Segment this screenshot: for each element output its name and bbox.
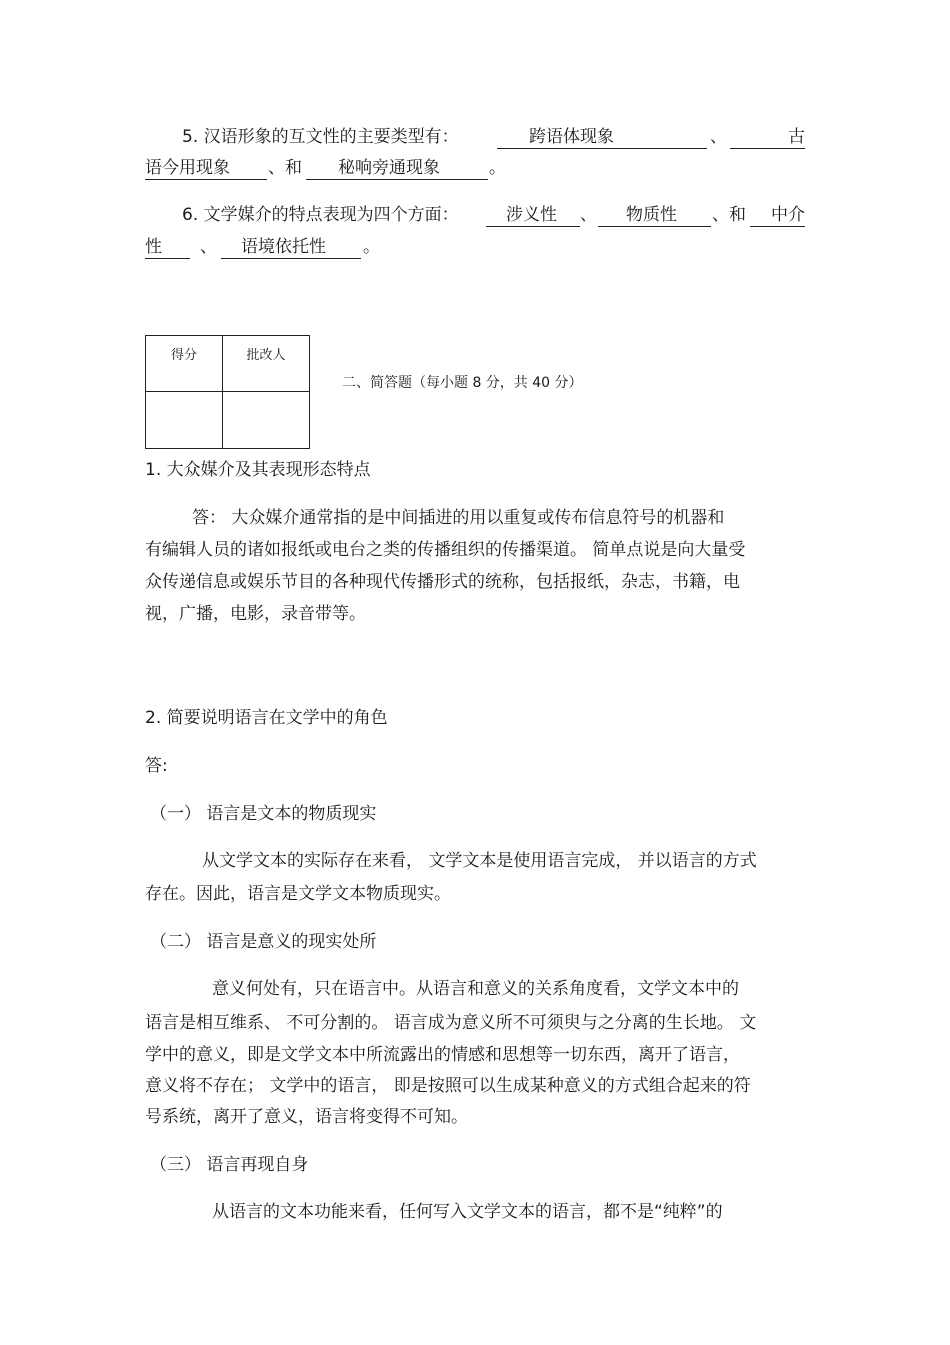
sq1-line-3: 众传递信息或娱乐节目的各种现代传播形式的统称，包括报纸，杂志，书籍，电 [145,572,740,592]
score-header: 得分 [146,336,223,392]
q6-answer-3a [750,204,805,227]
q6-sep-3: 、 [200,237,217,257]
q5-prefix: 5. 汉语形象的互文性的主要类型有： [182,127,459,147]
grader-cell [223,392,310,449]
sq1-line-4: 视，广播，电影，录音带等。 [145,604,366,624]
sq2-p2-line-5: 号系统，离开了意义，语言将变得不可知。 [145,1107,468,1127]
sq1-line-2: 有编辑人员的诸如报纸或电台之类的传播组织的传播渠道。 简单点说是向大量受 [145,540,746,560]
sq2-p1-line-1: 从文学文本的实际存在来看， 文学文本是使用语言完成， 并以语言的方式 [202,851,757,871]
sq2-p2-line-4: 意义将不存在； 文学中的语言， 即是按照可以生成某种意义的方式组合起来的符 [145,1076,751,1096]
sq1-title: 1. 大众媒介及其表现形态特点 [145,460,371,480]
q5-end: 。 [489,158,506,178]
sq2-p2-line-2: 语言是相互维系、 不可分割的。 语言成为意义所不可须臾与之分离的生长地。 文 [145,1013,757,1033]
q5-answer-3-text: 秘响旁通现象 [338,158,440,178]
q5-answer-2a [730,126,805,149]
q5-answer-2b [145,157,267,180]
q5-answer-2b-text: 语今用现象 [145,158,230,178]
q6-answer-3b-text: 性 [145,237,162,257]
q6-answer-2-text: 物质性 [626,205,677,225]
q6-sep-2: 、和 [712,205,746,225]
q5-sep-2: 、和 [268,158,302,178]
q6-sep-1: 、 [580,205,597,225]
sq2-heading-3: （三） 语言再现自身 [150,1155,309,1175]
sq2-p3-line-1: 从语言的文本功能来看，任何写入文学文本的语言，都不是“纯粹”的 [212,1202,723,1222]
q6-end: 。 [363,237,380,257]
score-cell [146,392,223,449]
q6-answer-3b [145,236,190,259]
section2-title: 二、简答题（每小题 8 分，共 40 分） [342,375,583,391]
q6-answer-2 [598,204,711,227]
sq2-heading-2: （二） 语言是意义的现实处所 [150,932,377,952]
q5-answer-1 [497,126,707,149]
q5-answer-2a-text: 古 [788,127,805,147]
q6-answer-4-text: 语境依托性 [241,237,326,257]
grader-header: 批改人 [223,336,310,392]
q6-answer-1-text: 涉义性 [506,205,557,225]
q6-answer-1 [486,204,580,227]
q6-answer-3a-text: 中介 [771,205,805,225]
q5-answer-3 [306,157,488,180]
sq1-line-1: 答： 大众媒介通常指的是中间插进的用以重复或传布信息符号的机器和 [192,508,725,528]
sq2-p1-line-2: 存在。因此，语言是文学文本物质现实。 [145,884,451,904]
sq2-answer-label: 答: [145,756,168,776]
sq2-p2-line-1: 意义何处有，只在语言中。从语言和意义的关系角度看，文学文本中的 [212,979,739,999]
sq2-p2-line-3: 学中的意义，即是文学文本中所流露出的情感和思想等一切东西，离开了语言， [145,1045,740,1065]
q5-answer-1-text: 跨语体现象 [529,127,614,147]
q5-sep-1: 、 [710,127,727,147]
sq2-heading-1: （一） 语言是文本的物质现实 [150,804,377,824]
score-table [145,335,310,449]
q6-prefix: 6. 文学媒介的特点表现为四个方面： [182,205,459,225]
sq2-title: 2. 简要说明语言在文学中的角色 [145,708,388,728]
q6-answer-4 [221,236,361,259]
